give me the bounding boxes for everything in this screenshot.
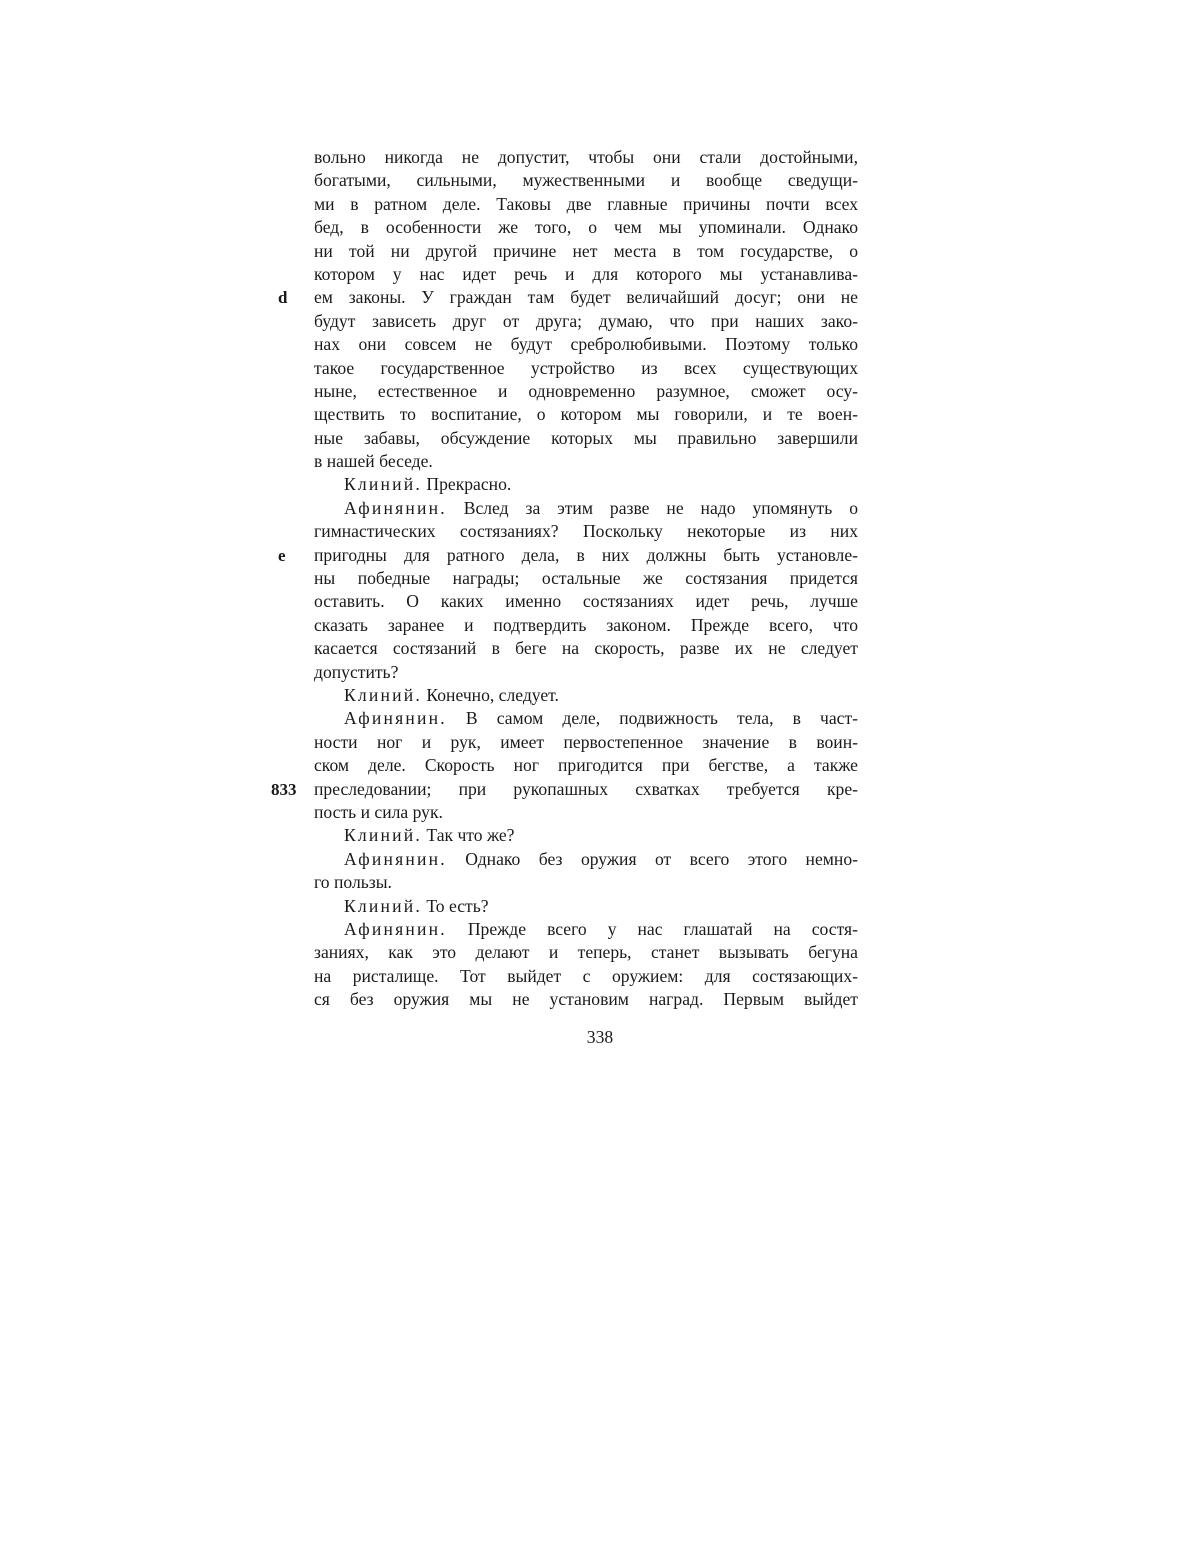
dialogue-text: То есть? [421,895,489,916]
text-line: го пользы. [314,872,392,893]
dialogue-text: Прекрасно. [421,474,512,495]
text-line: касается состязаний в беге на скорость, разве их не следует [314,638,858,659]
text-line: вольно никогда не допустит, чтобы они стали достойными, [314,147,858,167]
text-line: пость и сила рук. [314,801,443,822]
margin-marker-e: e [278,546,286,565]
dialogue-text: Так что же? [421,825,515,846]
text-line: ныне, естественное и одновременно разумное, сможет осу- [314,380,858,401]
text-line: нах они совсем не будут сребролюбивыми. Поэтому только [314,334,858,355]
text-line: допустить? [314,661,399,682]
speaker-name: Афинянин. [344,848,447,869]
dialogue-text: Однако без оружия от всего этого немно- [446,848,858,869]
text-line: ем законы. У граждан там будет величайший досуг; они не [314,287,858,308]
dialogue-line [314,707,858,730]
text-line: ности ног и рук, имеет первостепенное значение в воин- [314,731,858,752]
speaker-name: Клиний. [344,895,422,916]
speaker-name: Афинянин. [344,497,447,518]
dialogue-text: Конечно, следует. [421,684,559,705]
text-line: ные забавы, обсуждение которых мы правильно завершили [314,427,858,448]
text-line: гимнастических состязаниях? Поскольку некоторые из них [314,521,858,542]
dialogue-text: Вслед за этим разве не надо упомянуть о [446,497,858,518]
text-line: ществить то воспитание, о котором мы говорили, и те воен- [314,404,858,425]
text-line: ни той ни другой причине нет места в том государстве, о [314,240,858,261]
margin-marker-833: 833 [271,780,297,799]
dialogue-line [314,684,858,707]
text-line: пригодны для ратного дела, в них должны быть установле- [314,544,858,565]
text-line: заниях, как это делают и теперь, станет вызывать бегуна [314,942,858,963]
text-line: такое государственное устройство из всех существующих [314,357,858,378]
dialogue-line [314,473,858,496]
text-line: ми в ратном деле. Таковы две главные причины почти всех [314,193,858,214]
speaker-name: Клиний. [344,474,422,495]
text-line: в нашей беседе. [314,451,433,472]
dialogue-line [314,895,858,918]
dialogue-line [314,497,858,520]
dialogue-line [314,824,858,847]
text-line: будут зависеть друг от друга; думаю, что при наших зако- [314,310,858,331]
speaker-name: Клиний. [344,825,422,846]
speaker-name: Афинянин. [344,708,447,729]
text-line: бед, в особенности же того, о чем мы упоминали. Однако [314,217,858,238]
text-line: богатыми, сильными, мужественными и вообще сведущи- [314,170,858,191]
dialogue-text: Прежде всего у нас глашатай на состя- [446,918,858,939]
text-line: ском деле. Скорость ног пригодится при бегстве, а также [314,755,858,776]
page-number: 338 [586,1027,614,1047]
text-line: котором у нас идет речь и для которого мы устанавлива- [314,263,858,284]
text-line: преследовании; при рукопашных схватках требуется кре- [314,778,858,799]
dialogue-line [314,848,858,871]
margin-marker-d: d [278,288,288,307]
text-line: оставить. О каких именно состязаниях идет речь, лучше [314,591,858,612]
text-line: ны победные награды; остальные же состязания придется [314,568,858,589]
dialogue-line [314,918,858,941]
speaker-name: Афинянин. [344,918,447,939]
text-line: сказать заранее и подтвердить законом. Прежде всего, что [314,614,858,635]
speaker-name: Клиний. [344,684,422,705]
dialogue-text: В самом деле, подвижность тела, в част- [446,708,858,729]
text-line: на ристалище. Тот выйдет с оружием: для состязающих- [314,965,858,986]
text-line: ся без оружия мы не установим наград. Первым выйдет [314,989,858,1010]
page-text [314,146,858,1011]
